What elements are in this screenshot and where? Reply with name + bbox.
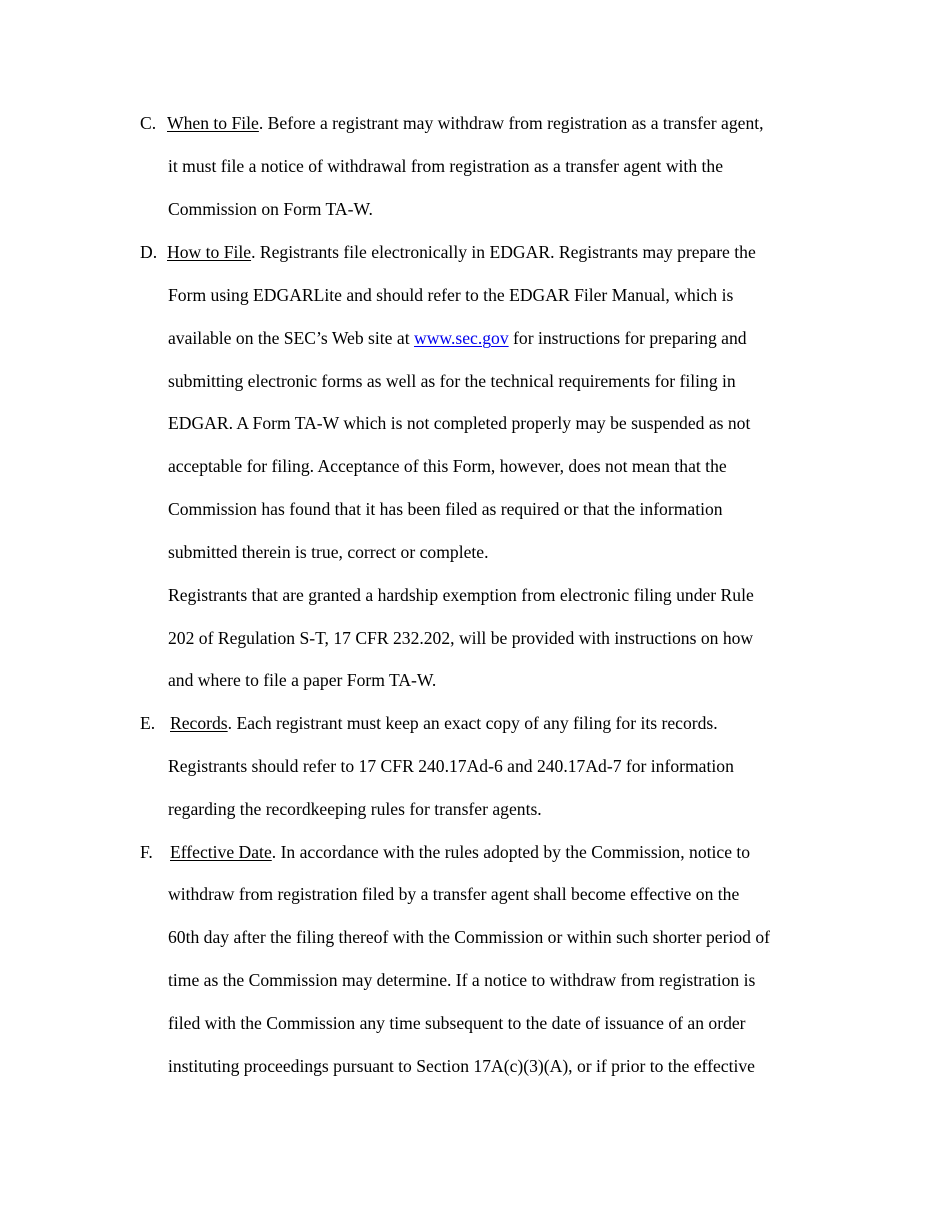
section-f-marker: F. bbox=[140, 842, 153, 862]
section-e-line-3: regarding the recordkeeping rules for transfer agents. bbox=[168, 799, 542, 819]
section-e-marker: E. bbox=[140, 713, 156, 733]
section-d-line-6: acceptable for filing. Acceptance of this Form, however, does not mean that the bbox=[168, 456, 727, 476]
section-c-heading: When to File bbox=[167, 113, 259, 133]
section-f-line-5: filed with the Commission any time subsequent to the date of issuance of an order bbox=[168, 1013, 746, 1033]
section-d-line-11: and where to file a paper Form TA-W. bbox=[168, 670, 437, 690]
section-e-line-2: Registrants should refer to 17 CFR 240.17Ad-6 and 240.17Ad-7 for information bbox=[168, 756, 734, 776]
section-d-line-2: Form using EDGARLite and should refer to the EDGAR Filer Manual, which is bbox=[168, 285, 734, 305]
section-d-line-8: submitted therein is true, correct or complete. bbox=[168, 542, 489, 562]
section-f-line-6: instituting proceedings pursuant to Section 17A(c)(3)(A), or if prior to the effective bbox=[168, 1056, 755, 1076]
section-c-line-3: Commission on Form TA-W. bbox=[168, 199, 373, 219]
section-d-line-5: EDGAR. A Form TA-W which is not completed properly may be suspended as not bbox=[168, 413, 751, 433]
section-c-line-1: When to File. Before a registrant may withdraw from registration as a transfer agent, bbox=[167, 113, 764, 133]
section-d-line-9: Registrants that are granted a hardship exemption from electronic filing under Rule bbox=[168, 585, 754, 605]
section-d-line-1: How to File. Registrants file electronically in EDGAR. Registrants may prepare the bbox=[167, 242, 756, 262]
section-d-line-10: 202 of Regulation S-T, 17 CFR 232.202, will be provided with instructions on how bbox=[168, 628, 754, 648]
section-d-line-7: Commission has found that it has been filed as required or that the information bbox=[168, 499, 723, 519]
section-d-marker: D. bbox=[140, 242, 158, 262]
section-e-line-1: Records. Each registrant must keep an exact copy of any filing for its records. bbox=[170, 713, 718, 733]
section-f-heading: Effective Date bbox=[170, 842, 272, 862]
section-d-line-4: submitting electronic forms as well as for the technical requirements for filing in bbox=[168, 371, 736, 391]
section-f-line-3: 60th day after the filing thereof with the Commission or within such shorter period of bbox=[168, 927, 770, 947]
section-f-line-1: Effective Date. In accordance with the rules adopted by the Commission, notice to bbox=[170, 842, 751, 862]
section-c-line-2: it must file a notice of withdrawal from registration as a transfer agent with the bbox=[168, 156, 724, 176]
section-f-line-4: time as the Commission may determine. If a notice to withdraw from registration is bbox=[168, 970, 756, 990]
section-e-heading: Records bbox=[170, 713, 228, 733]
sec-website-link[interactable]: www.sec.gov bbox=[414, 328, 509, 348]
section-d-heading: How to File bbox=[167, 242, 252, 262]
section-c-marker: C. bbox=[140, 113, 157, 133]
section-d-line-3: available on the SEC’s Web site at www.sec.gov for instructions for preparing and bbox=[168, 328, 747, 348]
section-f-line-2: withdraw from registration filed by a transfer agent shall become effective on the bbox=[168, 884, 740, 904]
